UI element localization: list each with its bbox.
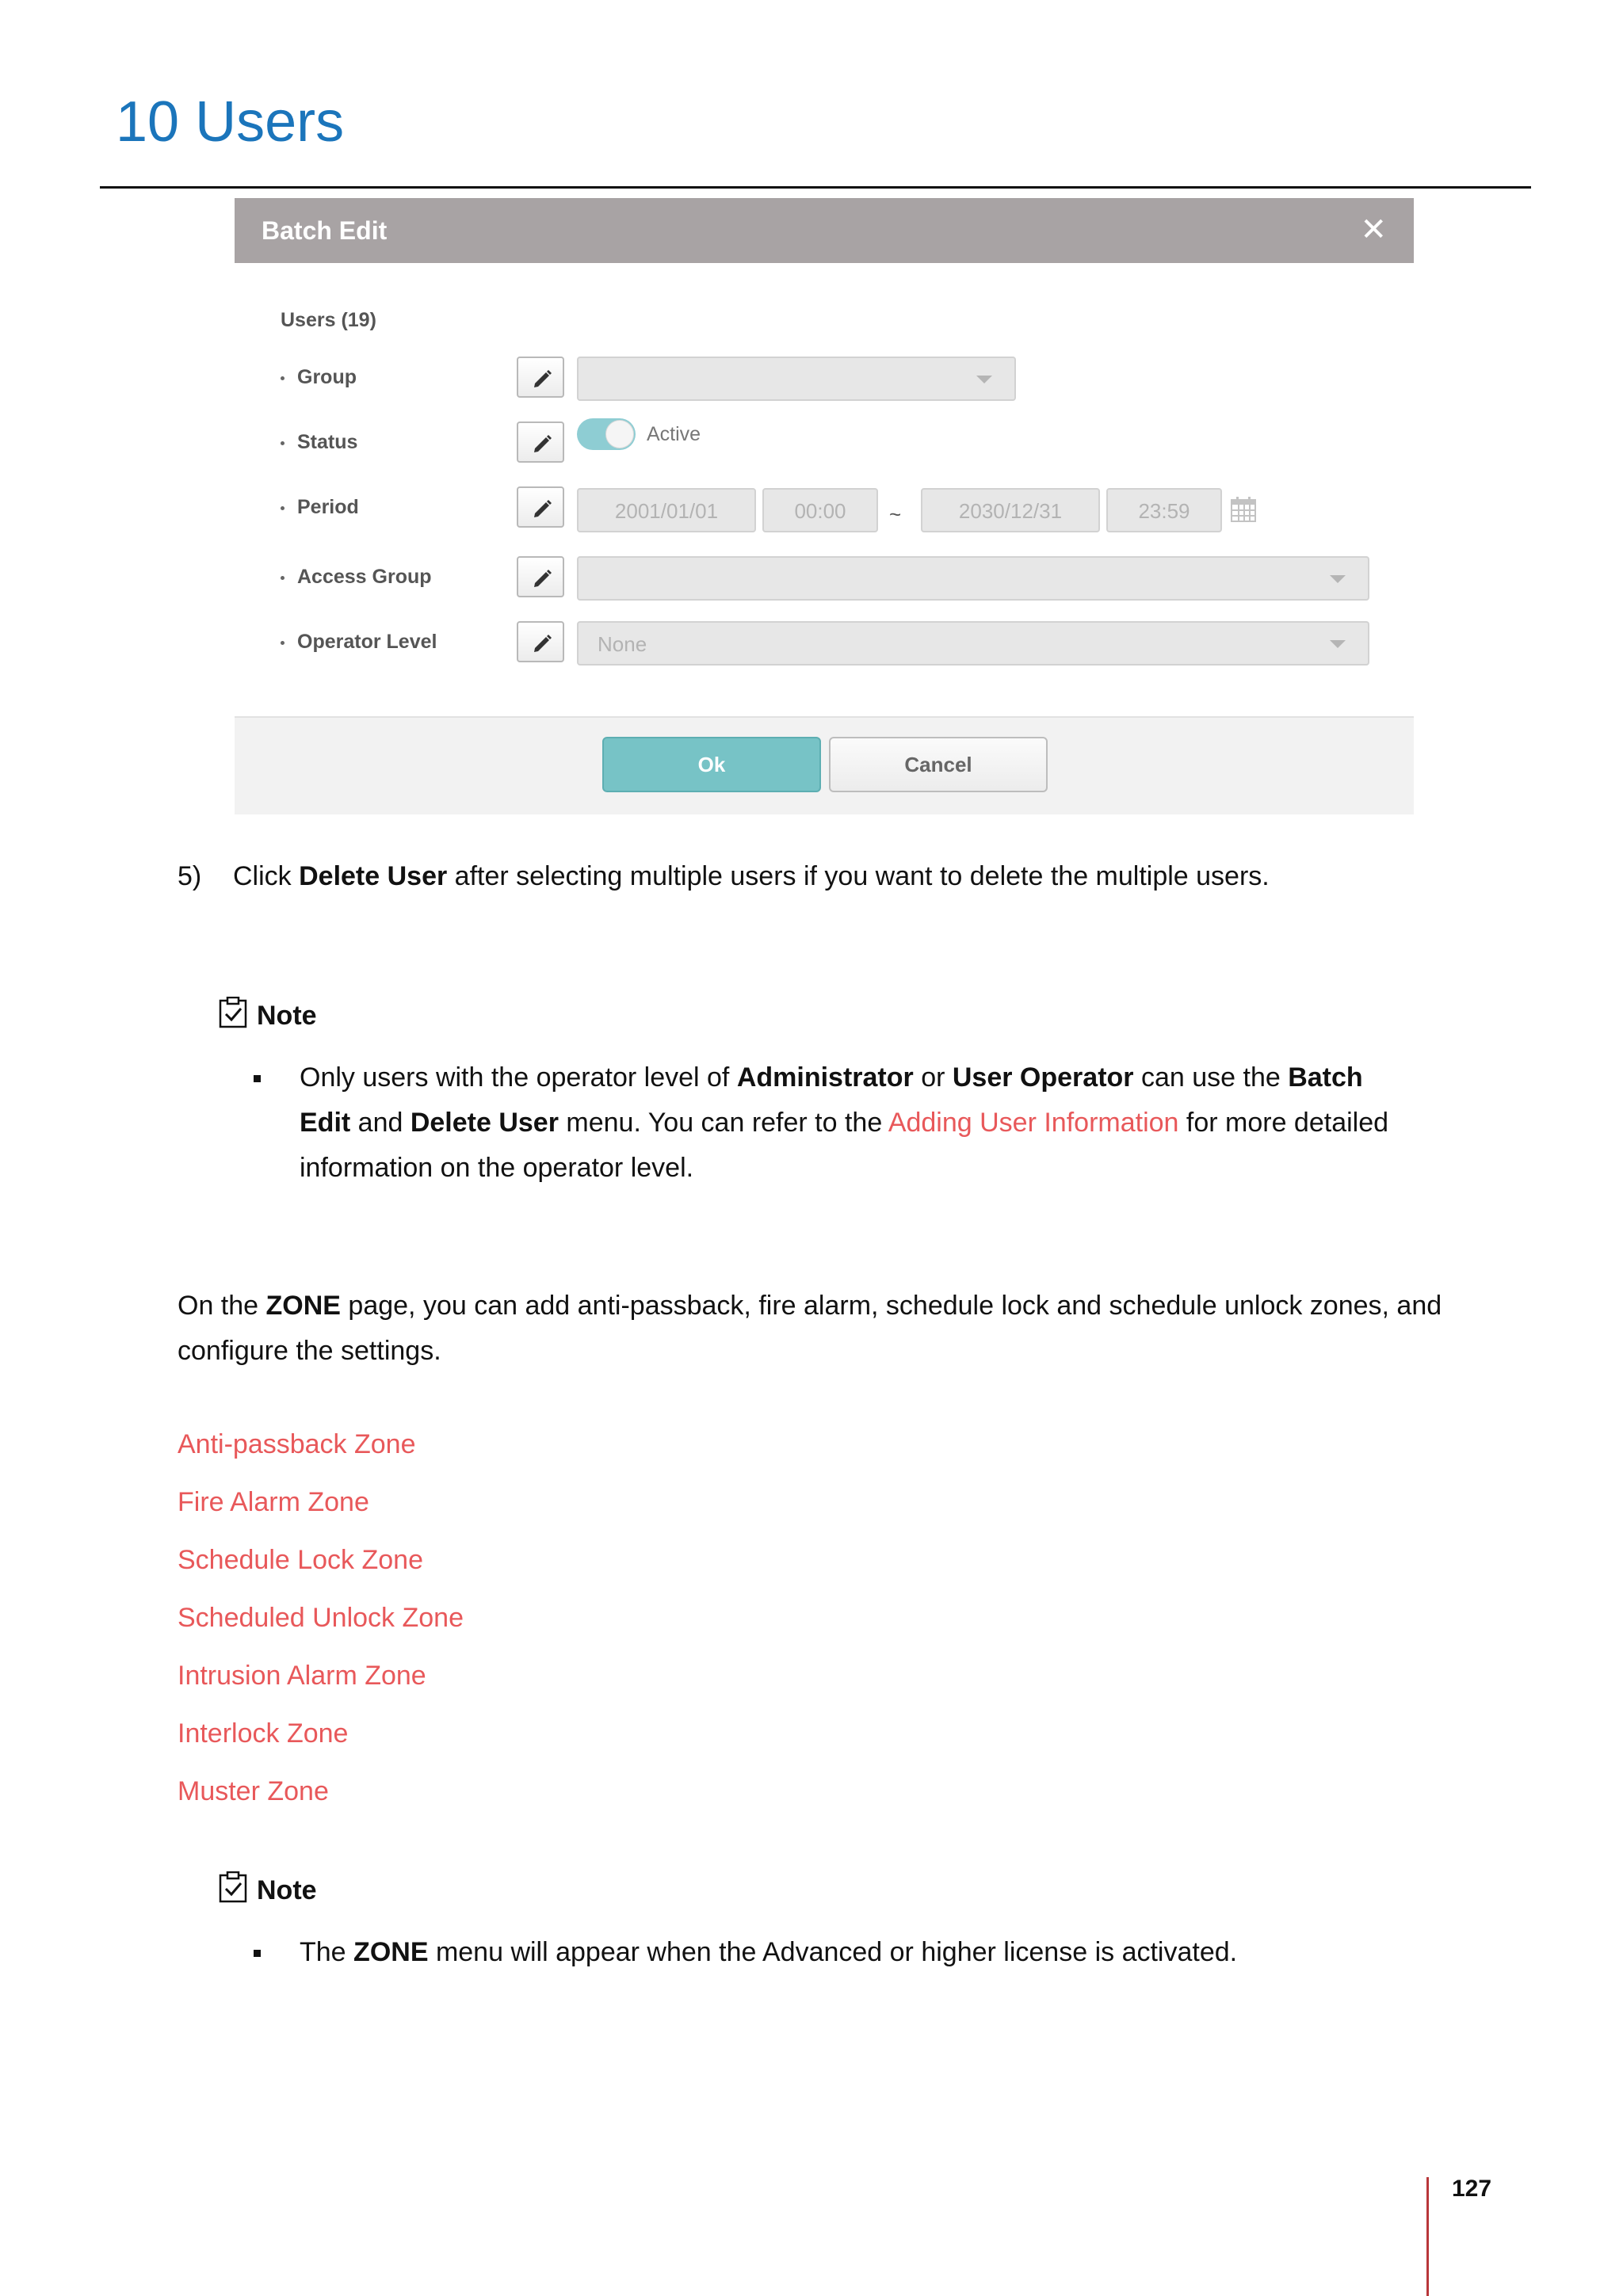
edit-status-button[interactable] xyxy=(517,421,564,463)
status-label-text: Status xyxy=(297,431,358,453)
dialog-footer xyxy=(235,716,1414,814)
chapter-title: 10 Users xyxy=(116,90,345,154)
step-5-number: 5) xyxy=(178,861,202,891)
note-1-line-1 xyxy=(300,1055,1363,1100)
page-number-divider xyxy=(1426,2177,1429,2296)
end-date-value: 2030/12/31 xyxy=(958,499,1063,523)
users-count-label: Users (19) xyxy=(281,309,376,331)
group-label xyxy=(281,366,357,389)
zone-intro-line-1 xyxy=(178,1283,1442,1329)
start-time-value: 00:00 xyxy=(794,499,846,523)
group-select[interactable] xyxy=(577,357,1016,401)
anti-passback-zone-link[interactable]: Anti-passback Zone xyxy=(178,1429,416,1459)
start-time-field[interactable] xyxy=(762,488,878,532)
note-1-text: can use the xyxy=(1133,1062,1289,1093)
operator-level-label xyxy=(281,631,437,654)
status-value: Active xyxy=(647,423,701,445)
adding-user-information-link[interactable]: Adding User Information xyxy=(888,1108,1179,1138)
note-title: Note xyxy=(257,1875,317,1905)
bullet xyxy=(254,1075,261,1082)
close-icon[interactable]: ✕ xyxy=(1360,212,1387,247)
zone-intro-text: page, you can add anti-passback, fire alarm, schedule lock and schedule unlock zones, and xyxy=(340,1291,1442,1321)
note-1-bold: User Operator xyxy=(952,1062,1134,1093)
header-divider xyxy=(100,186,1531,189)
end-time-field[interactable] xyxy=(1106,488,1222,532)
group-label-text: Group xyxy=(297,366,357,388)
zone-intro-bold: ZONE xyxy=(265,1291,341,1321)
status-toggle[interactable] xyxy=(577,418,636,450)
toggle-knob xyxy=(605,420,634,448)
muster-zone-link[interactable]: Muster Zone xyxy=(178,1776,329,1806)
start-date-value: 2001/01/01 xyxy=(614,499,719,523)
dialog-title: Batch Edit xyxy=(262,216,388,245)
period-label-text: Period xyxy=(297,496,359,518)
note-1-text: or xyxy=(913,1062,953,1093)
operator-level-value: None xyxy=(598,632,647,656)
interlock-zone-link[interactable]: Interlock Zone xyxy=(178,1718,349,1749)
step-5-text xyxy=(233,854,1270,899)
fire-alarm-zone-link[interactable]: Fire Alarm Zone xyxy=(178,1487,369,1517)
schedule-lock-zone-link[interactable]: Schedule Lock Zone xyxy=(178,1545,423,1575)
note-1-bold: Administrator xyxy=(736,1062,914,1093)
note-2-text-part: The xyxy=(300,1937,354,1967)
end-time-value: 23:59 xyxy=(1138,499,1190,523)
note-1-line-3: information on the operator level. xyxy=(300,1153,694,1183)
bullet xyxy=(254,1950,261,1957)
zone-intro-text: On the xyxy=(178,1291,266,1321)
pencil-icon xyxy=(530,498,554,518)
cancel-button[interactable]: Cancel xyxy=(829,737,1048,792)
note-2-text-part: menu will appear when the Advanced or higher license is activated. xyxy=(428,1937,1238,1967)
edit-group-button[interactable] xyxy=(517,357,564,398)
access-group-label-text: Access Group xyxy=(297,566,432,588)
edit-period-button[interactable] xyxy=(517,486,564,528)
batch-edit-dialog xyxy=(235,198,1414,814)
page-number: 127 xyxy=(1452,2176,1492,2202)
note-icon xyxy=(219,997,247,1032)
pencil-icon xyxy=(530,567,554,588)
note-1-text: menu. You can refer to the xyxy=(558,1108,888,1138)
start-date-field[interactable] xyxy=(577,488,756,532)
end-date-field[interactable] xyxy=(921,488,1100,532)
note-1-text: for more detailed xyxy=(1178,1108,1389,1138)
note-1-bold: Batch xyxy=(1288,1062,1363,1093)
edit-access-group-button[interactable] xyxy=(517,556,564,597)
step-5-pre: Click xyxy=(233,861,300,891)
note-1-line-2 xyxy=(300,1100,1388,1146)
chevron-down-icon xyxy=(1330,640,1346,648)
note-1-bold: Edit xyxy=(300,1108,351,1138)
edit-operator-level-button[interactable] xyxy=(517,621,564,662)
operator-level-select[interactable] xyxy=(577,621,1369,666)
ok-button[interactable]: Ok xyxy=(602,737,821,792)
period-label xyxy=(281,496,359,519)
pencil-icon xyxy=(530,433,554,453)
step-5-bold: Delete User xyxy=(299,861,448,891)
note-2-text xyxy=(300,1930,1237,1975)
intrusion-alarm-zone-link[interactable]: Intrusion Alarm Zone xyxy=(178,1661,426,1691)
note-1-text: Only users with the operator level of xyxy=(300,1062,737,1093)
period-separator: ~ xyxy=(889,502,902,526)
note-2-bold: ZONE xyxy=(353,1937,429,1967)
scheduled-unlock-zone-link[interactable]: Scheduled Unlock Zone xyxy=(178,1603,464,1633)
note-icon xyxy=(219,1871,247,1907)
note-1-bold: Delete User xyxy=(410,1108,559,1138)
operator-level-label-text: Operator Level xyxy=(297,631,437,653)
access-group-select[interactable] xyxy=(577,556,1369,601)
chevron-down-icon xyxy=(1330,575,1346,583)
zone-intro-line-2: configure the settings. xyxy=(178,1336,441,1366)
pencil-icon xyxy=(530,368,554,388)
calendar-icon[interactable] xyxy=(1230,496,1257,527)
pencil-icon xyxy=(530,632,554,653)
note-1-text: and xyxy=(350,1108,411,1138)
chevron-down-icon xyxy=(976,376,992,383)
note-title: Note xyxy=(257,1001,317,1031)
access-group-label xyxy=(281,566,432,589)
dialog-header xyxy=(235,198,1414,263)
status-label xyxy=(281,431,357,454)
step-5-post: after selecting multiple users if you want to delete the multiple users. xyxy=(447,861,1270,891)
